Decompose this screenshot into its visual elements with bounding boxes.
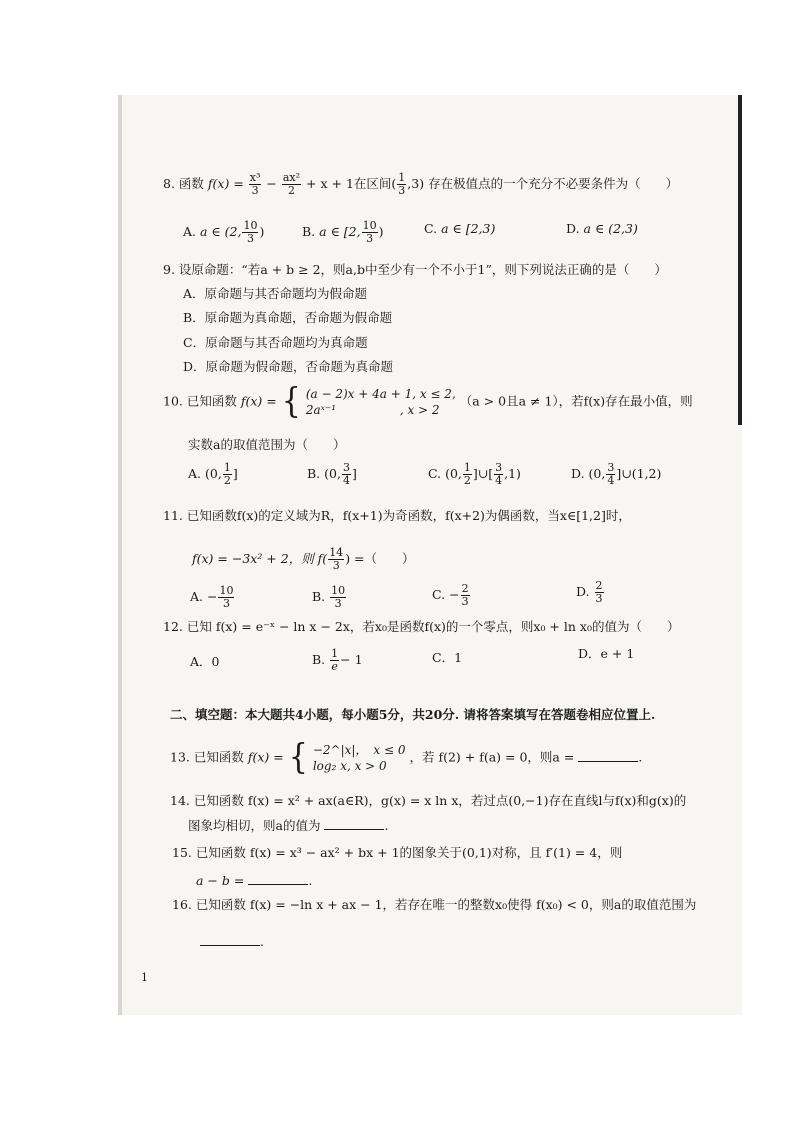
question-11: 11. 已知函数f(x)的定义域为R，f(x+1)为奇函数，f(x+2)为偶函数，当x∈[1,2]时， [163,508,631,523]
question-16: 16. 已知函数 f(x) = −ln x + ax − 1，若存在唯一的整数x₀使得 f(x₀) < 0，则a的取值范围为 [172,897,697,912]
q8-option-a: A. a ∈ (2, $\frac{10}{3}$ ) [183,219,265,245]
q15-stem: 已知函数 f(x) = x³ − ax² + bx + 1的图象关于(0,1)对称，且 f′(1) = 4，则 [195,845,623,860]
q11-stem: 已知函数f(x)的定义域为R，f(x+1)为奇函数，f(x+2)为偶函数，当x∈[1,2]时， [186,508,631,523]
q12-stem: 已知 f(x) = e⁻ˣ − ln x − 2x，若x₀是函数f(x)的一个零点，则x₀ + ln x₀的值为（ ） [186,619,680,634]
paper-edge-right [738,95,742,425]
q8-after: 存在极值点的一个充分不必要条件为（ ） [428,176,679,191]
question-12: 12. 已知 f(x) = e⁻ˣ − ln x − 2x，若x₀是函数f(x)的一个零点，则x₀ + ln x₀的值为（ ） [163,619,680,634]
q11-line2: f(x) = −3x² + 2，则 f( $\frac{14}{3}$ ) =（ ） [192,546,415,572]
q9-option-b: B．原命题为真命题，否命题为假命题 [183,310,393,325]
question-15: 15. 已知函数 f(x) = x³ − ax² + bx + 1的图象关于(0,1)对称，且 f′(1) = 4，则 [172,845,623,860]
q12-option-b: B. $\frac{1}{e}- 1$ [312,647,363,673]
q10-brace: { [281,381,301,422]
q10-condition: （a > 0且a ≠ 1），若f(x)存在最小值，则 [459,393,693,409]
q9-stem: 设原命题：“若a + b ≥ 2，则a,b中至少有一个不小于1”，则下列说法正确的是（ ） [178,262,667,277]
q12-option-d: D．e + 1 [578,646,635,661]
q8-option-d: D. a ∈ (2,3) [566,221,638,236]
q10-option-a: A. (0, $\frac{1}{2}$ ] [188,461,238,487]
q16-answer-blank[interactable] [200,933,260,946]
q9-option-d: D．原命题为假命题，否命题为真命题 [183,359,394,374]
q11-option-c: C. − $\frac{2}{3}$ [432,582,469,608]
q15-line2: a − b = . [196,873,313,888]
question-13: 13. 已知函数 f(x) = { −2^|x|， x ≤ 0 log₂ x, x > 0 ，若 f(2) + f(a) = 0，则a = . [170,737,643,778]
question-10: 10. 已知函数 f(x) = { (a − 2)x + 4a + 1, x ≤ 2, 2aˣ⁻¹ , x > 2 （a > 0且a ≠ 1），若f(x)存在最小值，则 [163,381,693,422]
q10-option-d: D. (0, $\frac{3}{4}$ ]∪(1,2) [571,461,662,487]
q8-frac-13: $\frac{1}{3}$ [398,171,406,197]
q9-option-c: C．原命题与其否命题均为真命题 [183,335,368,350]
section-fill-in-heading: 二、填空题：本大题共4小题，每小题5分，共20分. 请将答案填写在答题卷相应位置上. [170,707,656,722]
q8-mid: + x + 1在区间( [306,176,397,191]
q8-frac-x3: $\frac{\text{x³}}{3}$ [249,171,261,197]
q10-option-c: C. (0, $\frac{1}{2}$ ]∪[ $\frac{3}{4}$ ,1) [428,461,521,487]
q10-line2: 实数a的取值范围为（ ） [188,437,346,452]
q13-answer-blank[interactable] [578,749,638,762]
q11-option-a: A. − $\frac{10}{3}$ [190,584,234,610]
q15-answer-blank[interactable] [248,872,308,885]
q14-stem: 已知函数 f(x) = x² + ax(a∈R)，g(x) = x ln x，若过点(0,−1)存在直线l与f(x)和g(x)的 [193,793,687,808]
q8-number: 8. [163,176,175,191]
page-number: 1 [141,971,148,984]
q16-line2: . [200,933,264,950]
q11-option-d: D. $\frac{2}{3}$ [576,579,603,605]
q16-stem: 已知函数 f(x) = −ln x + ax − 1，若存在唯一的整数x₀使得 f(x₀) < 0，则a的取值范围为 [195,897,697,912]
q9-option-a: A．原命题与其否命题均为假命题 [183,286,368,301]
q8-lead: 函数 [178,176,204,191]
q14-answer-blank[interactable] [324,817,384,830]
q8-fx: f(x) = [207,176,244,191]
q12-option-c: C．1 [432,650,463,665]
q13-cases: −2^|x|， x ≤ 0 log₂ x, x > 0 [312,743,406,773]
q8-frac-ax2: $\frac{\text{ax²}}{2}$ [282,171,301,197]
q14-line2: 图象均相切，则a的值为 . [188,818,389,833]
q12-option-a: A．0 [190,654,220,669]
q10-option-b: B. (0, $\frac{3}{4}$ ] [307,461,357,487]
question-8: 8. 函数 f(x) = $\frac{\text{x³}}{3}$ − $\frac{\text{ax²}}{2}$ + x + 1在区间( $\frac{1}{3}$ ,3) 存在极值点的一个充分不必要条件为（ ） [163,171,679,197]
question-14: 14. 已知函数 f(x) = x² + ax(a∈R)，g(x) = x ln x，若过点(0,−1)存在直线l与f(x)和g(x)的 [170,793,687,808]
q8-option-c: C. a ∈ [2,3) [424,221,496,236]
q10-cases: (a − 2)x + 4a + 1, x ≤ 2, 2aˣ⁻¹ , x > 2 [305,387,456,417]
paper-edge-left [118,95,122,1015]
question-9: 9. 设原命题：“若a + b ≥ 2，则a,b中至少有一个不小于1”，则下列说法正确的是（ ） [163,262,667,277]
q11-option-b: B. $\frac{10}{3}$ [312,584,346,610]
q8-option-b: B. a ∈ [2, $\frac{10}{3}$ ) [302,219,384,245]
